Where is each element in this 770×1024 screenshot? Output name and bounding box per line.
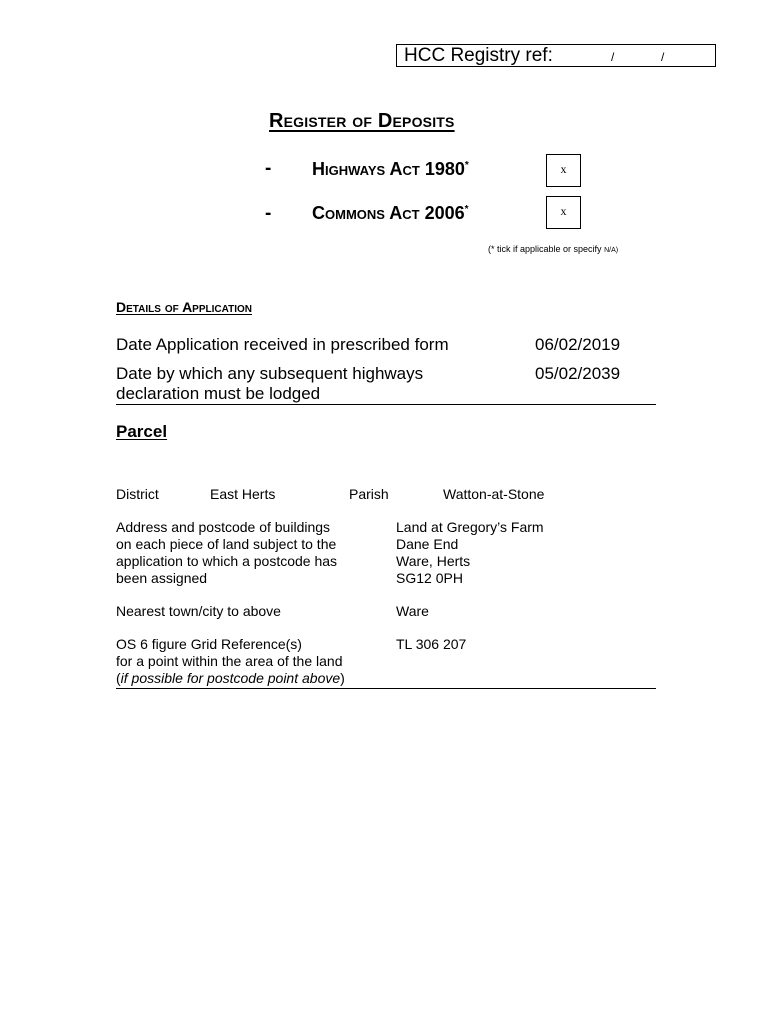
town-value: Ware <box>396 603 429 619</box>
declaration-value: 05/02/2039 <box>535 364 621 383</box>
district-label: District <box>116 486 159 502</box>
registry-ref-separator: / <box>661 50 665 64</box>
grid-label: OS 6 figure Grid Reference(s) for a point within the area of the land (if possible for postcode point above) <box>116 636 345 686</box>
page-title: Register of Deposits <box>269 110 455 132</box>
details-heading: Details of Application <box>116 299 252 315</box>
act-highways-tick-box[interactable]: x <box>546 154 581 187</box>
registry-ref-box <box>396 44 716 67</box>
address-label: Address and postcode of buildings on each piece of land subject to the application to which a postcode has been assigned <box>116 519 338 586</box>
act-dash: - <box>265 158 272 179</box>
address-value: Land at Gregory’s Farm Dane End Ware, Herts SG12 0PH <box>396 519 544 586</box>
declaration-label: Date by which any subsequent highways declaration must be lodged <box>116 364 424 403</box>
parish-label: Parish <box>349 486 389 502</box>
tick-note: (* tick if applicable or specify N/A) <box>488 244 619 254</box>
act-dash: - <box>265 203 272 224</box>
parish-value: Watton-at-Stone <box>443 486 545 502</box>
divider <box>116 688 656 689</box>
received-value: 06/02/2019 <box>535 335 621 354</box>
received-label: Date Application received in prescribed form <box>116 335 449 354</box>
divider <box>116 404 656 405</box>
registry-ref-separator: / <box>611 50 615 64</box>
parcel-heading: Parcel <box>116 422 168 441</box>
grid-value: TL 306 207 <box>396 636 467 652</box>
act-commons-tick-box[interactable]: x <box>546 196 581 229</box>
act-highways-label: Highways Act 1980* <box>312 159 469 179</box>
town-label: Nearest town/city to above <box>116 603 281 619</box>
act-commons-label: Commons Act 2006* <box>312 203 469 223</box>
district-value: East Herts <box>210 486 276 502</box>
registry-ref-label: HCC Registry ref: <box>404 45 553 66</box>
